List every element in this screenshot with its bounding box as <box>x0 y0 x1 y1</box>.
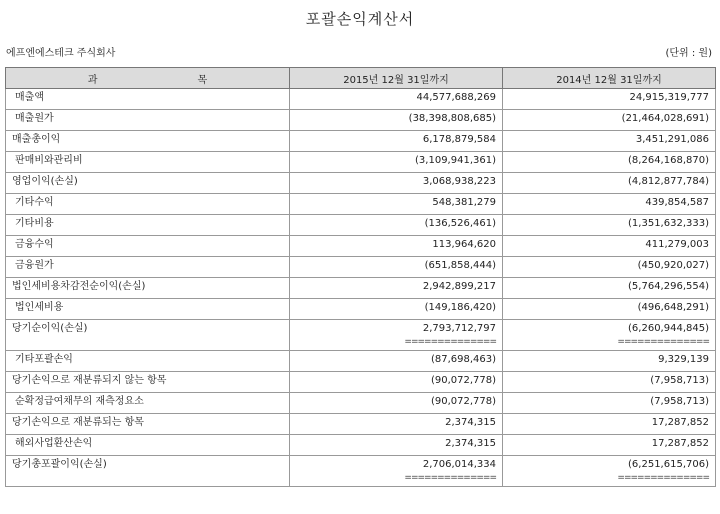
amount-2015: (3,109,941,361) <box>290 152 503 173</box>
table-row <box>6 299 716 320</box>
amount-2014: 17,287,852 <box>503 435 716 456</box>
account-label: 매출총이익 <box>6 131 290 152</box>
table-row <box>6 393 716 414</box>
table-row <box>6 194 716 215</box>
table-row <box>6 215 716 236</box>
table-row <box>6 131 716 152</box>
amount-2014: 9,329,139 <box>503 351 716 372</box>
table-row <box>6 257 716 278</box>
amount-2014: (8,264,168,870) <box>503 152 716 173</box>
table-row <box>6 110 716 131</box>
amount-2014: (6,251,615,706) ============== <box>503 456 716 487</box>
double-underline: ============== <box>617 473 709 483</box>
amount-2014: (6,260,944,845) ============== <box>503 320 716 351</box>
double-underline: ============== <box>404 337 496 347</box>
amount-2015: 6,178,879,584 <box>290 131 503 152</box>
double-underline: ============== <box>404 473 496 483</box>
table-row <box>6 173 716 194</box>
account-label: 금융원가 <box>6 257 290 278</box>
amount-2015: 2,374,315 <box>290 414 503 435</box>
account-label: 해외사업환산손익 <box>6 435 290 456</box>
amount-2015: 2,374,315 <box>290 435 503 456</box>
period-2015-column-header: 2015년 12월 31일까지 <box>290 68 503 89</box>
table-row <box>6 278 716 299</box>
amount-2015: 3,068,938,223 <box>290 173 503 194</box>
account-label: 매출원가 <box>6 110 290 131</box>
amount-2015: (90,072,778) <box>290 372 503 393</box>
account-label: 당기손익으로 재분류되는 항목 <box>6 414 290 435</box>
amount-2015: (87,698,463) <box>290 351 503 372</box>
page-title: 포괄손익계산서 <box>305 10 415 28</box>
table-row <box>6 236 716 257</box>
table-row <box>6 351 716 372</box>
amount-2014: (5,764,296,554) <box>503 278 716 299</box>
amount-2014: (4,812,877,784) <box>503 173 716 194</box>
amount-2014: (1,351,632,333) <box>503 215 716 236</box>
amount-2015: (651,858,444) <box>290 257 503 278</box>
account-label: 금융수익 <box>6 236 290 257</box>
account-label: 당기손익으로 재분류되지 않는 항목 <box>6 372 290 393</box>
double-underline: ============== <box>617 337 709 347</box>
account-column-header: 과 목 <box>6 68 290 89</box>
amount-2014: (7,958,713) <box>503 393 716 414</box>
table-row <box>6 414 716 435</box>
amount-2014: (450,920,027) <box>503 257 716 278</box>
amount-2015: (136,526,461) <box>290 215 503 236</box>
account-label: 영업이익(손실) <box>6 173 290 194</box>
amount-2015: (149,186,420) <box>290 299 503 320</box>
amount-2014: 17,287,852 <box>503 414 716 435</box>
account-label: 기타수익 <box>6 194 290 215</box>
table-row <box>6 152 716 173</box>
table-header-row <box>6 68 716 89</box>
account-label: 법인세비용 <box>6 299 290 320</box>
account-label: 당기총포괄이익(손실) <box>6 456 290 487</box>
company-name: 에프엔에스테크 주식회사 <box>6 48 116 59</box>
amount-2014: 3,451,291,086 <box>503 131 716 152</box>
amount-2014: 24,915,319,777 <box>503 89 716 110</box>
table-row <box>6 320 716 351</box>
amount-2014: (496,648,291) <box>503 299 716 320</box>
account-label: 순확정급여채무의 재측정요소 <box>6 393 290 414</box>
account-label: 당기순이익(손실) <box>6 320 290 351</box>
table-row <box>6 89 716 110</box>
amount-2015: 2,793,712,797 ============== <box>290 320 503 351</box>
amount-2015: 44,577,688,269 <box>290 89 503 110</box>
account-label: 기타비용 <box>6 215 290 236</box>
amount-2015: 2,942,899,217 <box>290 278 503 299</box>
table-row <box>6 435 716 456</box>
amount-2015: (38,398,808,685) <box>290 110 503 131</box>
unit-label: (단위 : 원) <box>665 48 712 59</box>
table-row <box>6 372 716 393</box>
account-label: 법인세비용차감전순이익(손실) <box>6 278 290 299</box>
table-row <box>6 456 716 487</box>
amount-2015: 113,964,620 <box>290 236 503 257</box>
account-label: 판매비와관리비 <box>6 152 290 173</box>
amount-2015: (90,072,778) <box>290 393 503 414</box>
amount-2014: 439,854,587 <box>503 194 716 215</box>
amount-2014: (7,958,713) <box>503 372 716 393</box>
account-label: 매출액 <box>6 89 290 110</box>
amount-2015: 2,706,014,334 ============== <box>290 456 503 487</box>
account-label: 기타포괄손익 <box>6 351 290 372</box>
period-2014-column-header: 2014년 12월 31일까지 <box>503 68 716 89</box>
income-statement-table <box>5 67 716 487</box>
amount-2015: 548,381,279 <box>290 194 503 215</box>
amount-2014: 411,279,003 <box>503 236 716 257</box>
amount-2014: (21,464,028,691) <box>503 110 716 131</box>
